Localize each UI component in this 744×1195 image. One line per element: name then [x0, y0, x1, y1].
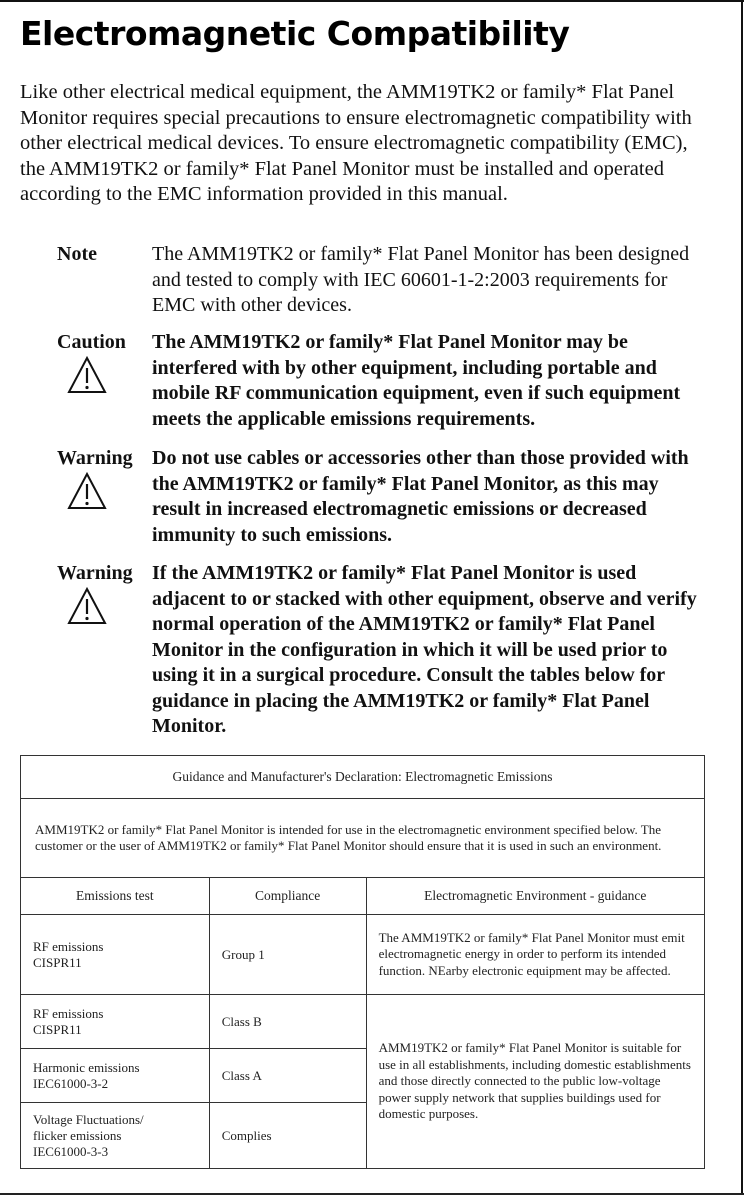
- table-row: [21, 915, 705, 995]
- compliance-cell: Complies: [209, 1103, 366, 1169]
- cell-line: IEC61000-3-2: [33, 1075, 109, 1091]
- page-top-rule: [0, 0, 744, 2]
- cell-line: Voltage Fluctuations/: [33, 1111, 144, 1127]
- cell-line: CISPR11: [33, 954, 82, 970]
- cell-line: CISPR11: [33, 1021, 82, 1037]
- notice-text: Do not use cables or accessories other than those provided with the AMM19TK2 or family* Flat Panel Monitor, as this may result in increased electromagnetic emissions or decreased immunity to such emissions.: [152, 447, 689, 546]
- intro-paragraph: Like other electrical medical equipment, the AMM19TK2 or family* Flat Panel Monitor requires special precautions to ensure electromagnetic compatibility with other electrical medical devices. To ensure electromagnetic compatibility (EMC), the AMM19TK2 or family* Flat Panel Monitor must be installed and operated according to the EMC information provided in this manual.: [20, 81, 692, 206]
- guidance-cell: AMM19TK2 or family* Flat Panel Monitor is suitable for use in all establishments, including domestic establishments and those directly connected to the public low-voltage power supply network that supplies buildings used for domestic purposes.: [366, 995, 704, 1169]
- page-right-rule: [741, 0, 743, 1195]
- notice-text: The AMM19TK2 or family* Flat Panel Monitor may be interfered with by other equipment, including portable and mobile RF communication equipment, even if such equipment meets the applicable emissions requirements.: [152, 331, 681, 430]
- table-row: [21, 995, 705, 1049]
- emissions-test-cell: [21, 1103, 210, 1169]
- compliance-cell: Class A: [209, 1049, 366, 1103]
- cell-line: RF emissions: [33, 938, 104, 954]
- page-title: Electromagnetic Compatibility: [20, 14, 570, 53]
- warning-triangle-icon: [67, 356, 107, 394]
- notice-label: Warning: [57, 562, 133, 584]
- table-intro: AMM19TK2 or family* Flat Panel Monitor is intended for use in the electromagnetic environment specified below. The customer or the user of AMM19TK2 or family* Flat Panel Monitor should ensure that it is used in such an environment.: [21, 799, 705, 878]
- column-header: Electromagnetic Environment - guidance: [366, 878, 704, 915]
- notice-text: If the AMM19TK2 or family* Flat Panel Monitor is used adjacent to or stacked with other equipment, observe and verify normal operation of the AMM19TK2 or family* Flat Panel Monitor in the configuration in which it will be used prior to using it in a surgical procedure. Consult the tables below for guidance in placing the AMM19TK2 or family* Flat Panel Monitor.: [152, 562, 697, 737]
- compliance-cell: Group 1: [209, 915, 366, 995]
- emissions-test-cell: [21, 915, 210, 995]
- cell-line: RF emissions: [33, 1005, 104, 1021]
- table-title: Guidance and Manufacturer's Declaration: Electromagnetic Emissions: [21, 756, 705, 799]
- cell-line: Harmonic emissions: [33, 1059, 140, 1075]
- guidance-cell: The AMM19TK2 or family* Flat Panel Monitor must emit electromagnetic energy in order to perform its intended function. NEarby electronic equipment may be affected.: [366, 915, 704, 995]
- notice-label: Note: [57, 243, 97, 265]
- cell-line: flicker emissions: [33, 1127, 122, 1143]
- warning-triangle-icon: [67, 472, 107, 510]
- cell-line: IEC61000-3-3: [33, 1143, 109, 1159]
- emissions-table: [20, 755, 705, 1169]
- table-header-row: [21, 878, 705, 915]
- emissions-test-cell: [21, 1049, 210, 1103]
- compliance-cell: Class B: [209, 995, 366, 1049]
- emissions-test-cell: [21, 995, 210, 1049]
- warning-triangle-icon: [67, 587, 107, 625]
- column-header: Emissions test: [21, 878, 210, 915]
- notice-label: Caution: [57, 331, 126, 353]
- notice-text: The AMM19TK2 or family* Flat Panel Monitor has been designed and tested to comply with IEC 60601-1-2:2003 requirements for EMC with other devices.: [152, 243, 690, 316]
- notice-label: Warning: [57, 447, 133, 469]
- column-header: Compliance: [209, 878, 366, 915]
